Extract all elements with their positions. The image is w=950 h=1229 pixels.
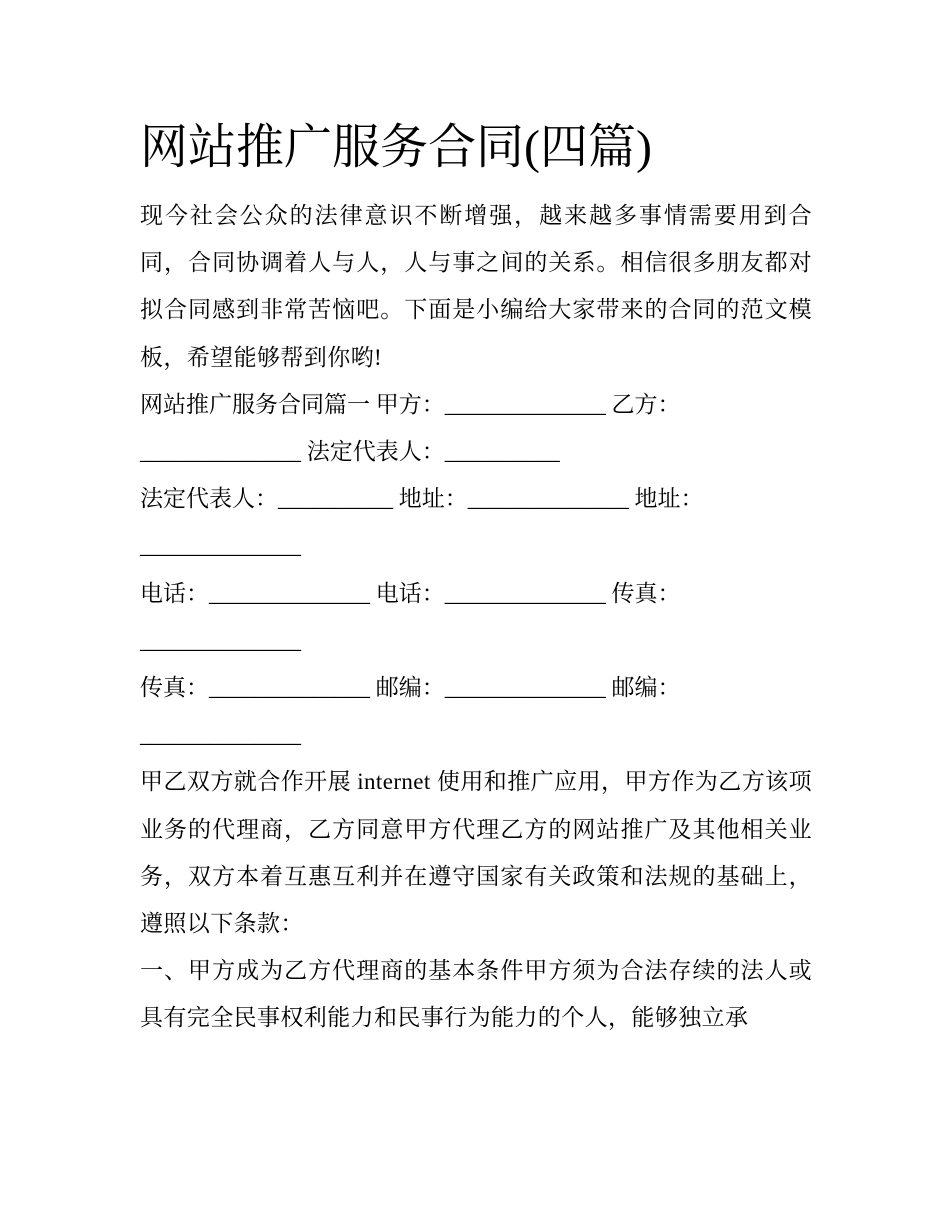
document-page: [140, 110, 812, 1042]
agreement-paragraph: 甲乙双方就合作开展 internet 使用和推广应用，甲方作为乙方该项业务的代理商，乙方同意甲方代理乙方的网站推广及其他相关业务，双方本着互惠互利并在遵守国家有关政策和法规的基础上，遵照以下条款：: [140, 769, 812, 937]
phone-fax-line-2: ______________: [140, 627, 301, 653]
party-line-2: ______________ 法定代表人：__________: [140, 439, 560, 465]
fax-postcode-line-2: ______________: [140, 722, 301, 748]
document-title: 网站推广服务合同(四篇): [140, 121, 652, 174]
phone-fax-line-1: 电话：______________ 电话：______________ 传真：: [140, 580, 681, 606]
rep-address-line-2: ______________: [140, 533, 301, 559]
clause-1-paragraph: 一、甲方成为乙方代理商的基本条件甲方须为合法存续的法人或具有完全民事权利能力和民事行为能力的个人，能够独立承: [140, 958, 812, 1031]
rep-address-line-1: 法定代表人：__________ 地址：______________ 地址：: [140, 486, 704, 512]
party-line-1: 网站推广服务合同篇一 甲方：______________ 乙方：: [140, 391, 681, 417]
intro-paragraph: 现今社会公众的法律意识不断增强，越来越多事情需要用到合同，合同协调着人与人，人与事之间的关系。相信很多朋友都对拟合同感到非常苦恼吧。下面是小编给大家带来的合同的范文模板，希望能够帮到你哟!: [140, 203, 812, 370]
fax-postcode-line-1: 传真：______________ 邮编：______________ 邮编：: [140, 675, 681, 701]
